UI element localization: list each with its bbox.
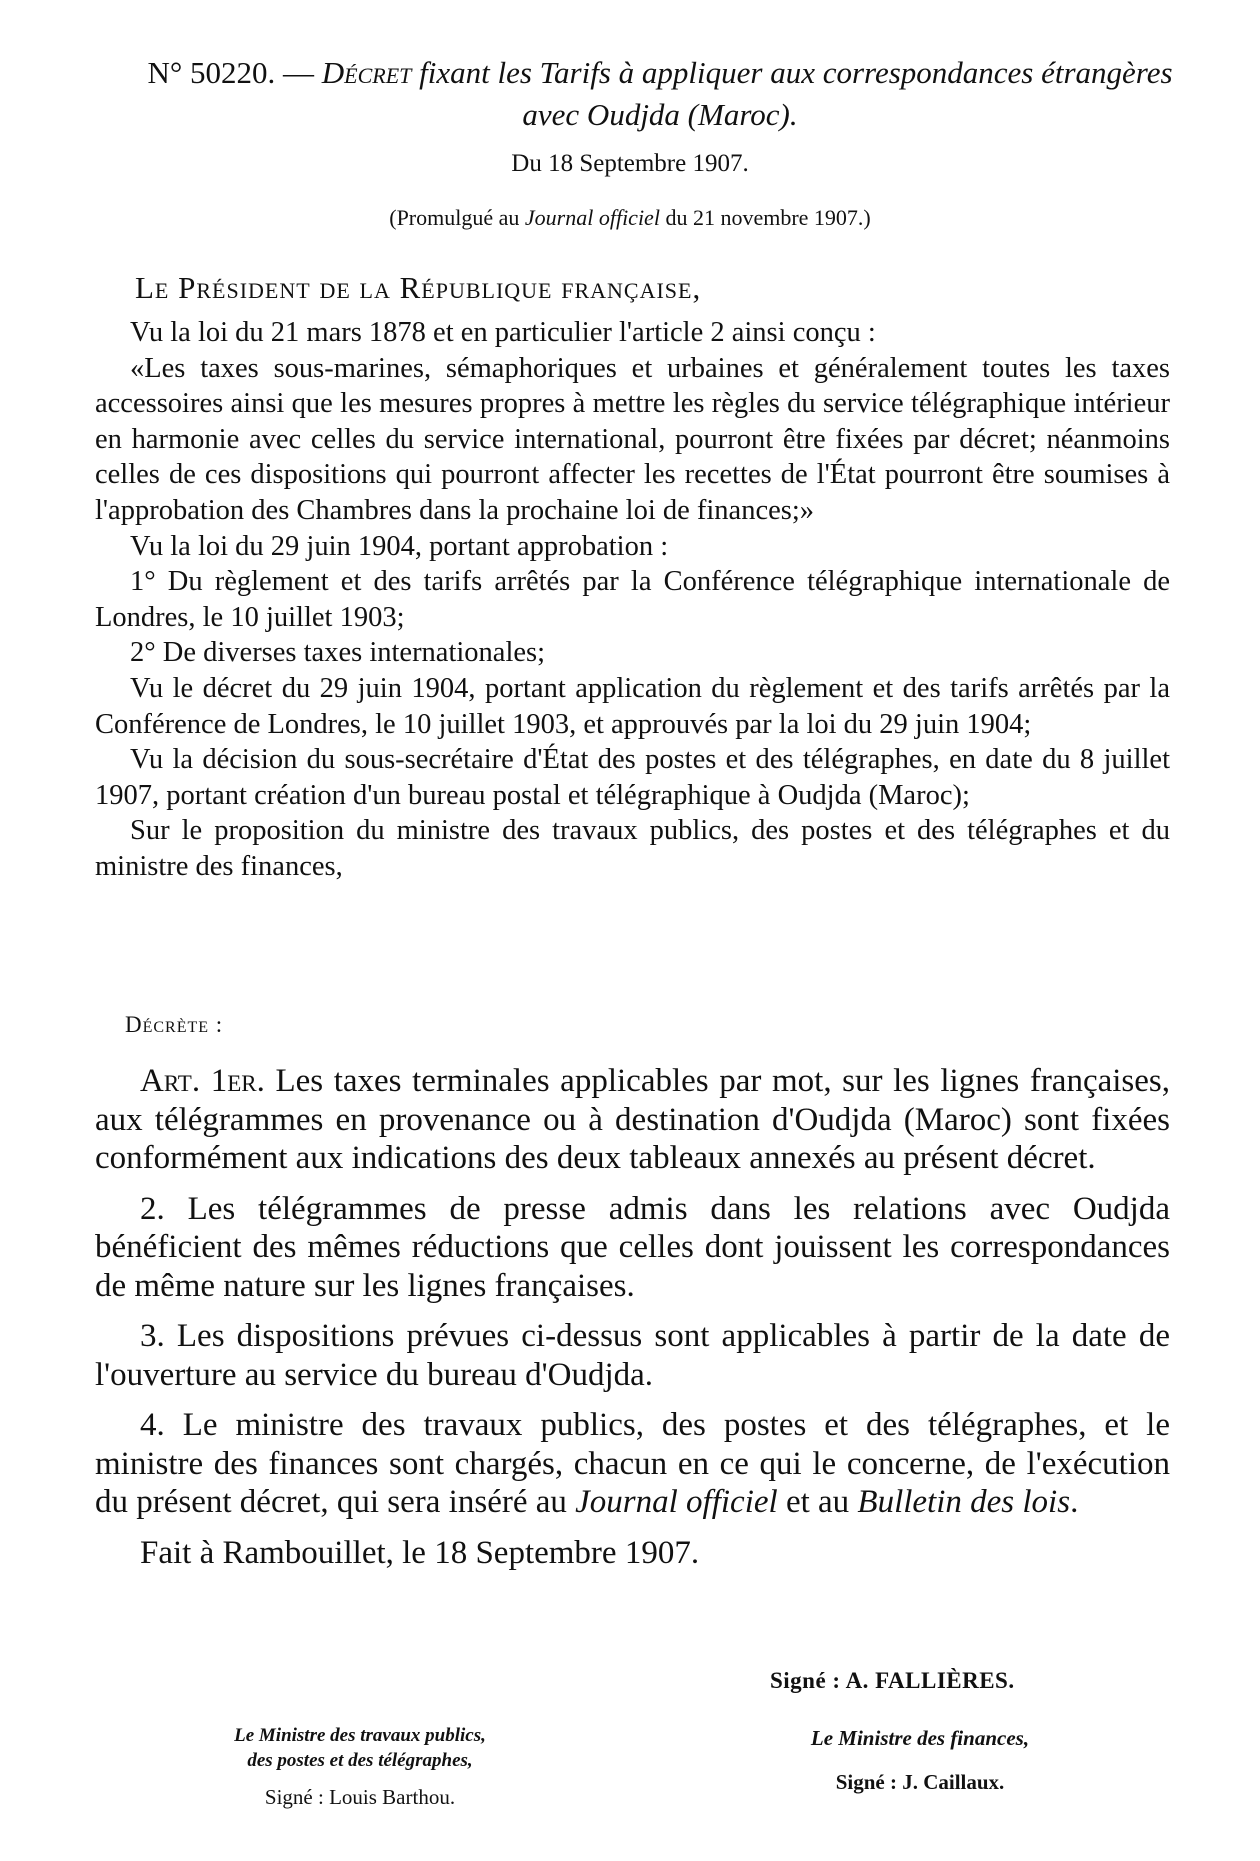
minister-left-line2: des postes et des télégraphes,	[247, 1750, 473, 1771]
minister-left-title	[160, 1723, 560, 1773]
decree-header	[120, 52, 1200, 136]
minister-left-line1: Le Ministre des travaux publics,	[234, 1725, 486, 1746]
promulgation-pre: (Promulgué au	[389, 205, 525, 230]
promulgation-note	[0, 205, 1260, 231]
president-heading: Le Président de la République française,	[135, 270, 702, 305]
decrete-heading: Décrète :	[125, 1012, 224, 1037]
visa-paragraph: 2° De diverses taxes internationales;	[130, 637, 546, 669]
article-4-bulletin: Bulletin des lois	[857, 1484, 1071, 1520]
article-2: 2. Les télégrammes de presse admis dans les relations avec Oudjda bénéficient des mêmes réductions que celles dont jouissent les correspondances de même nature sur les lignes françaises.	[95, 1190, 1170, 1304]
visas-section	[95, 315, 1170, 885]
decree-number: N° 50220. —	[147, 55, 322, 90]
decree-word: Décret	[321, 55, 412, 90]
fait-line: Fait à Rambouillet, le 18 Septembre 1907.	[140, 1534, 700, 1571]
article-1-text: Les taxes terminales applicables par mot, sur les lignes françaises, aux télégrammes en provenance ou à destination d'Oudjda (Maroc) sont fixées conformément aux indications des deux tableaux annexés au présent décret.	[95, 1063, 1170, 1176]
article-1-label: Art. 1er.	[140, 1063, 265, 1099]
president-signature: Signé : A. FALLIÈRES.	[770, 1668, 1015, 1693]
minister-left-signature: Signé : Louis Barthou.	[264, 1785, 456, 1809]
minister-right-title: Le Ministre des finances,	[810, 1726, 1030, 1750]
visa-paragraph: Sur le proposition du ministre des travaux publics, des postes et des télégraphes et du ministre des finances,	[95, 815, 1170, 882]
article-4-mid: et au	[777, 1484, 858, 1520]
articles-section	[95, 1062, 1170, 1574]
visa-paragraph: Vu le décret du 29 juin 1904, portant application du règlement et des tarifs arrêtés par la Conférence de Londres, le 10 juillet 1903, et approuvés par la loi du 29 juin 1904;	[95, 672, 1170, 740]
article-4-end: .	[1070, 1484, 1079, 1520]
visa-paragraph: «Les taxes sous-marines, sémaphoriques et urbaines et généralement toutes les taxes accessoires ainsi que les mesures propres à mettre les règles du service télégraphique intérieur en harmonie avec celles du service international, pourront être fixées par décret; néanmoins celles de ces dispositions qui pourront affecter les recettes de l'État pourront être soumises à l'approbation des Chambres dans la prochaine loi de finances;»	[95, 352, 1170, 526]
visa-paragraph: Vu la décision du sous-secrétaire d'État des postes et des télégraphes, en date du 8 juillet 1907, portant création d'un bureau postal et télégraphique à Oudjda (Maroc);	[95, 744, 1170, 811]
article-4-text: 4. Le ministre des travaux publics, des postes et des télégraphes, et le ministre des finances sont chargés, chacun en ce qui le concerne, de l'exécution du présent décret, qui sera inséré au	[95, 1407, 1170, 1520]
article-4-journal: Journal officiel	[575, 1484, 778, 1520]
promulgation-post: du 21 novembre 1907.)	[659, 205, 871, 230]
visa-paragraph: Vu la loi du 21 mars 1878 et en particulier l'article 2 ainsi conçu :	[130, 317, 876, 348]
visa-paragraph: 1° Du règlement et des tarifs arrêtés par la Conférence télégraphique internationale de Londres, le 10 juillet 1903;	[95, 566, 1170, 633]
decree-date: Du 18 Septembre 1907.	[511, 150, 749, 177]
promulgation-journal: Journal officiel	[524, 205, 660, 230]
article-3: 3. Les dispositions prévues ci-dessus sont applicables à partir de la date de l'ouverture au service du bureau d'Oudjda.	[95, 1318, 1170, 1393]
article-4	[95, 1406, 1170, 1522]
article-1	[95, 1062, 1170, 1178]
decree-title: fixant les Tarifs à appliquer aux correspondances étrangères avec Oudjda (Maroc).	[411, 55, 1173, 132]
minister-right-signature: Signé : J. Caillaux.	[835, 1770, 1005, 1794]
visa-paragraph: Vu la loi du 29 juin 1904, portant approbation :	[130, 530, 669, 562]
